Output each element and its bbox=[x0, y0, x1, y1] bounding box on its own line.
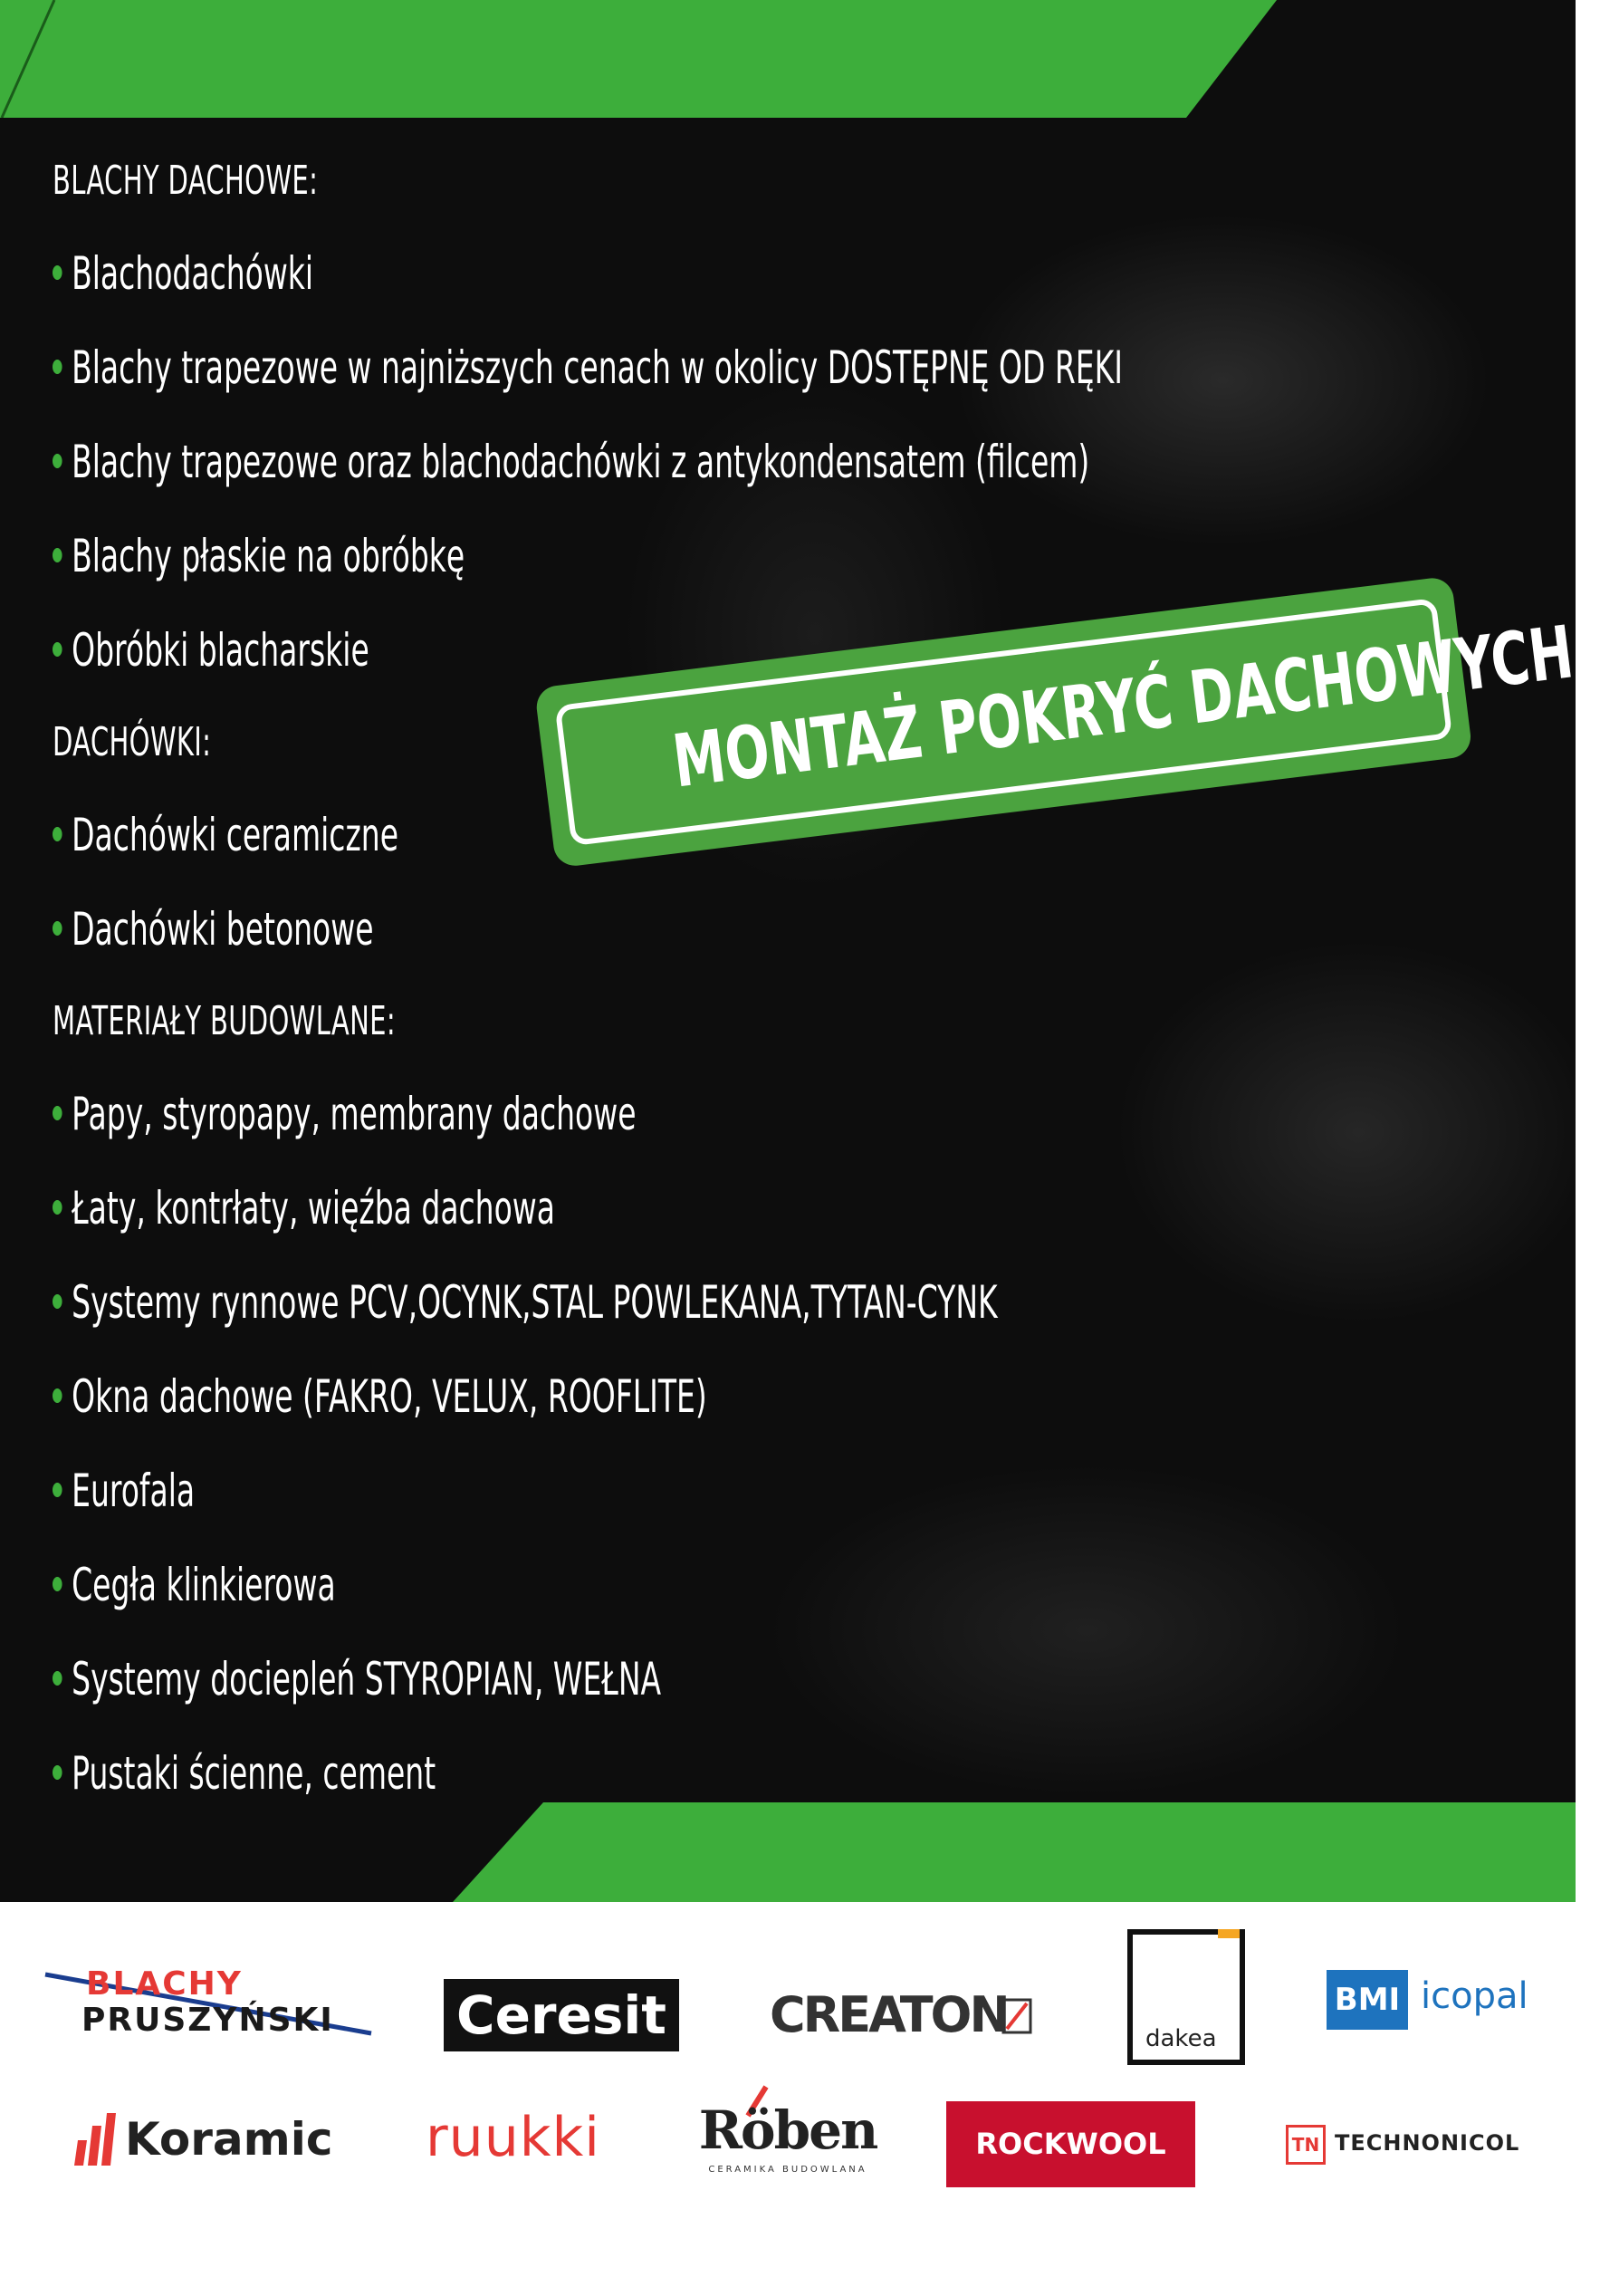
list-item bbox=[53, 1744, 829, 1802]
bullet-icon bbox=[53, 360, 62, 374]
bullet-icon bbox=[53, 1671, 62, 1686]
list-item-text: Okna dachowe (FAKRO, VELUX, ROOFLITE) bbox=[72, 1370, 707, 1423]
section-heading: DACHÓWKI: bbox=[53, 719, 212, 765]
bullet-icon bbox=[53, 1106, 62, 1120]
logo-rockwool bbox=[946, 2101, 1195, 2187]
logo-dakea bbox=[1127, 1929, 1245, 2065]
icopal-text: icopal bbox=[1421, 1975, 1528, 2017]
list-item-text: Dachówki ceramiczne bbox=[72, 809, 398, 861]
creaton-mark-icon bbox=[1001, 1998, 1032, 2034]
bullet-icon bbox=[53, 1765, 62, 1780]
list-item-text: Obróbki blacharskie bbox=[72, 624, 369, 677]
koramic-bars-icon bbox=[72, 2113, 118, 2167]
bullet-icon bbox=[53, 1577, 62, 1591]
bullet-icon bbox=[53, 548, 62, 562]
tn-mark: TN bbox=[1286, 2125, 1326, 2165]
section-heading: BLACHY DACHOWE: bbox=[53, 158, 319, 204]
list-item-text: Cegła klinkierowa bbox=[72, 1559, 336, 1611]
list-item bbox=[53, 527, 829, 585]
list-item bbox=[53, 1179, 829, 1237]
bottom-green-band bbox=[0, 1802, 1576, 1902]
list-item-text: Pustaki ścienne, cement bbox=[72, 1747, 436, 1800]
blachy-text: BLACHY bbox=[86, 1965, 243, 2003]
list-item bbox=[53, 433, 1090, 491]
stamp-text: MONTAŻ POKRYĆ DACHOWYCH bbox=[668, 610, 1578, 804]
ceresit-text: Ceresit bbox=[456, 1984, 666, 2046]
dakea-corner-icon bbox=[1218, 1924, 1240, 1945]
logo-blachy-pruszynski bbox=[41, 1956, 376, 2056]
bmi-text: BMI bbox=[1327, 1970, 1408, 2030]
logo-bmi-icopal bbox=[1327, 1970, 1562, 2033]
list-item-text: Blachy płaskie na obróbkę bbox=[72, 530, 465, 582]
list-item bbox=[53, 1650, 829, 1708]
logo-creaton bbox=[770, 1984, 1041, 2047]
logo-ceresit bbox=[444, 1979, 679, 2051]
bullet-icon bbox=[53, 827, 62, 841]
koramic-text: Koramic bbox=[125, 2113, 333, 2166]
dakea-text: dakea bbox=[1145, 2025, 1217, 2052]
list-item bbox=[53, 900, 829, 958]
ruukki-text: ruukki bbox=[426, 2106, 600, 2169]
logo-koramic bbox=[72, 2106, 353, 2178]
roben-subtitle: CERAMIKA BUDOWLANA bbox=[708, 2165, 867, 2175]
bullet-icon bbox=[53, 1388, 62, 1403]
list-item-text: Blachodachówki bbox=[72, 247, 314, 300]
list-item bbox=[53, 339, 1124, 397]
section-materialy-budowlane bbox=[53, 994, 998, 1802]
list-item bbox=[53, 1085, 829, 1143]
list-item-text: Blachy trapezowe oraz blachodachówki z antykondensatem (filcem) bbox=[72, 436, 1090, 488]
list-item bbox=[53, 1462, 829, 1520]
list-item-text: Systemy rynnowe PCV,OCYNK,STAL POWLEKANA,TYTAN-CYNK bbox=[72, 1276, 998, 1329]
list-item bbox=[53, 1273, 998, 1331]
list-item-text: Papy, styropapy, membrany dachowe bbox=[72, 1088, 637, 1140]
creaton-text: CREATON bbox=[770, 1986, 1008, 2043]
section-heading: MATERIAŁY BUDOWLANE: bbox=[53, 998, 396, 1044]
rockwool-text: ROCKWOOL bbox=[975, 2127, 1166, 2161]
technonicol-text: TECHNONICOL bbox=[1335, 2130, 1520, 2156]
pruszynski-text: PRUSZYŃSKI bbox=[81, 2002, 334, 2039]
roben-text: Röben bbox=[698, 2099, 877, 2161]
logo-technonicol bbox=[1286, 2119, 1585, 2174]
top-green-band bbox=[0, 0, 1576, 118]
bullet-icon bbox=[53, 642, 62, 657]
bullet-icon bbox=[53, 1294, 62, 1309]
list-item bbox=[53, 1556, 829, 1614]
logo-roben bbox=[697, 2083, 878, 2183]
list-item bbox=[53, 245, 829, 303]
list-item-text: Eurofala bbox=[72, 1465, 196, 1517]
bullet-icon bbox=[53, 921, 62, 936]
list-item-text: Łaty, kontrłaty, więźba dachowa bbox=[72, 1182, 556, 1234]
bullet-icon bbox=[53, 1483, 62, 1497]
list-item-text: Systemy dociepleń STYROPIAN, WEŁNA bbox=[72, 1653, 662, 1705]
list-item bbox=[53, 1368, 829, 1426]
section-blachy-dachowe bbox=[53, 154, 1124, 679]
logo-ruukki bbox=[426, 2101, 616, 2174]
bullet-icon bbox=[53, 265, 62, 280]
list-item-text: Blachy trapezowe w najniższych cenach w okolicy DOSTĘPNĘ OD RĘKI bbox=[72, 341, 1124, 394]
list-item-text: Dachówki betonowe bbox=[72, 903, 374, 956]
bullet-icon bbox=[53, 454, 62, 468]
bullet-icon bbox=[53, 1200, 62, 1215]
